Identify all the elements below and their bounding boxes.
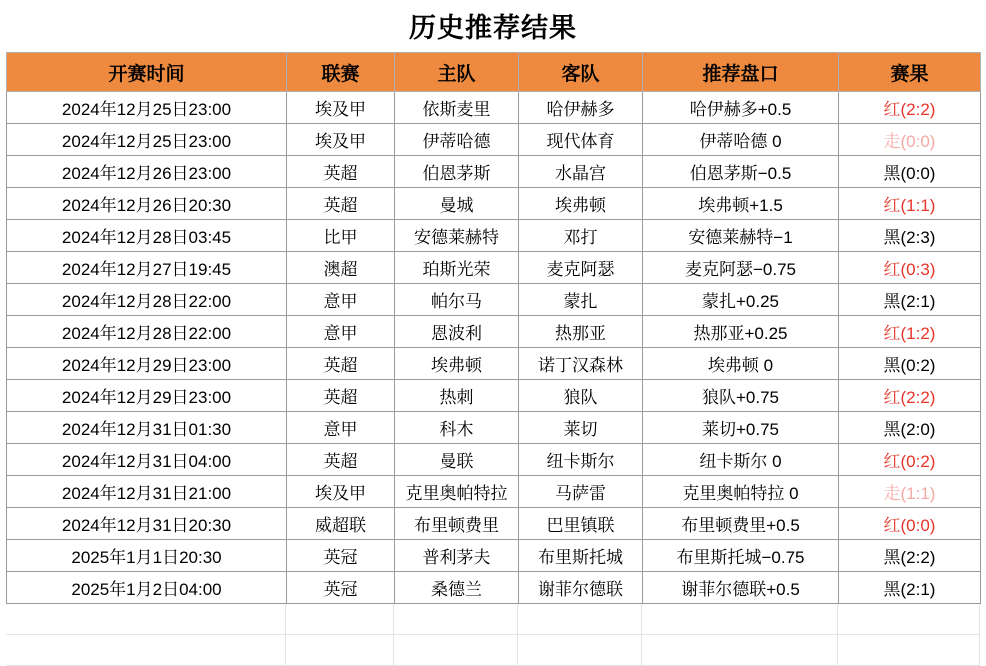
table-row	[7, 412, 981, 444]
cell-time: 2024年12月27日19:45	[7, 252, 287, 284]
page-title: 历史推荐结果	[409, 13, 577, 43]
cell-home-team: 热刺	[395, 380, 519, 412]
empty-grid-cell	[6, 604, 286, 635]
cell-result: 黑(2:3)	[839, 220, 981, 252]
cell-handicap: 布里斯托城−0.75	[643, 540, 839, 572]
cell-home-team: 曼联	[395, 444, 519, 476]
cell-league: 英超	[287, 348, 395, 380]
cell-league: 英冠	[287, 540, 395, 572]
cell-result: 黑(2:1)	[839, 572, 981, 604]
table-row	[7, 188, 981, 220]
column-header-handicap: 推荐盘口	[643, 53, 839, 92]
empty-grid-cell	[838, 635, 980, 666]
table-row	[7, 476, 981, 508]
table-row	[7, 252, 981, 284]
cell-away-team: 马萨雷	[519, 476, 643, 508]
cell-away-team: 蒙扎	[519, 284, 643, 316]
cell-home-team: 安德莱赫特	[395, 220, 519, 252]
cell-handicap: 谢菲尔德联+0.5	[643, 572, 839, 604]
cell-league: 威超联	[287, 508, 395, 540]
cell-home-team: 伊蒂哈德	[395, 124, 519, 156]
cell-away-team: 邓打	[519, 220, 643, 252]
cell-league: 埃及甲	[287, 92, 395, 124]
table-body	[7, 92, 981, 604]
cell-away-team: 狼队	[519, 380, 643, 412]
empty-grid-row	[6, 604, 980, 635]
cell-time: 2025年1月1日20:30	[7, 540, 287, 572]
column-header-time: 开赛时间	[7, 53, 287, 92]
cell-league: 英冠	[287, 572, 395, 604]
cell-time: 2024年12月28日22:00	[7, 316, 287, 348]
cell-home-team: 伯恩茅斯	[395, 156, 519, 188]
cell-handicap: 克里奥帕特拉 0	[643, 476, 839, 508]
empty-grid-area	[6, 604, 980, 666]
cell-handicap: 狼队+0.75	[643, 380, 839, 412]
cell-time: 2024年12月31日01:30	[7, 412, 287, 444]
table-row	[7, 348, 981, 380]
cell-home-team: 桑德兰	[395, 572, 519, 604]
cell-home-team: 依斯麦里	[395, 92, 519, 124]
cell-time: 2024年12月29日23:00	[7, 380, 287, 412]
cell-away-team: 布里斯托城	[519, 540, 643, 572]
column-header-result: 赛果	[839, 53, 981, 92]
cell-handicap: 麦克阿瑟−0.75	[643, 252, 839, 284]
cell-home-team: 埃弗顿	[395, 348, 519, 380]
cell-result: 红(1:1)	[839, 188, 981, 220]
cell-home-team: 克里奥帕特拉	[395, 476, 519, 508]
table-row	[7, 92, 981, 124]
cell-away-team: 纽卡斯尔	[519, 444, 643, 476]
cell-result: 黑(2:2)	[839, 540, 981, 572]
cell-result: 红(0:3)	[839, 252, 981, 284]
empty-grid-cell	[394, 635, 518, 666]
cell-time: 2024年12月31日20:30	[7, 508, 287, 540]
cell-handicap: 伊蒂哈德 0	[643, 124, 839, 156]
table-row	[7, 444, 981, 476]
cell-away-team: 谢菲尔德联	[519, 572, 643, 604]
cell-league: 埃及甲	[287, 476, 395, 508]
cell-league: 意甲	[287, 412, 395, 444]
cell-time: 2024年12月31日04:00	[7, 444, 287, 476]
cell-league: 英超	[287, 156, 395, 188]
cell-time: 2024年12月28日03:45	[7, 220, 287, 252]
column-header-league: 联赛	[287, 53, 395, 92]
cell-result: 红(0:2)	[839, 444, 981, 476]
cell-away-team: 哈伊赫多	[519, 92, 643, 124]
empty-grid-cell	[518, 604, 642, 635]
table-row	[7, 508, 981, 540]
cell-handicap: 布里顿费里+0.5	[643, 508, 839, 540]
cell-home-team: 帕尔马	[395, 284, 519, 316]
cell-league: 比甲	[287, 220, 395, 252]
table-row	[7, 380, 981, 412]
empty-grid-row	[6, 635, 980, 666]
cell-handicap: 蒙扎+0.25	[643, 284, 839, 316]
cell-league: 英超	[287, 188, 395, 220]
cell-handicap: 莱切+0.75	[643, 412, 839, 444]
cell-result: 红(2:2)	[839, 92, 981, 124]
cell-away-team: 莱切	[519, 412, 643, 444]
cell-time: 2024年12月25日23:00	[7, 92, 287, 124]
cell-league: 埃及甲	[287, 124, 395, 156]
table-row	[7, 572, 981, 604]
cell-handicap: 埃弗顿 0	[643, 348, 839, 380]
table-row	[7, 316, 981, 348]
cell-home-team: 曼城	[395, 188, 519, 220]
empty-grid-cell	[6, 635, 286, 666]
cell-away-team: 热那亚	[519, 316, 643, 348]
cell-result: 走(0:0)	[839, 124, 981, 156]
cell-time: 2024年12月26日20:30	[7, 188, 287, 220]
cell-league: 澳超	[287, 252, 395, 284]
table-row	[7, 124, 981, 156]
cell-home-team: 布里顿费里	[395, 508, 519, 540]
results-table	[6, 52, 981, 604]
cell-home-team: 珀斯光荣	[395, 252, 519, 284]
cell-time: 2024年12月28日22:00	[7, 284, 287, 316]
cell-handicap: 埃弗顿+1.5	[643, 188, 839, 220]
cell-away-team: 水晶宫	[519, 156, 643, 188]
cell-home-team: 恩波利	[395, 316, 519, 348]
cell-away-team: 埃弗顿	[519, 188, 643, 220]
cell-time: 2024年12月29日23:00	[7, 348, 287, 380]
cell-handicap: 纽卡斯尔 0	[643, 444, 839, 476]
table-row	[7, 540, 981, 572]
cell-away-team: 现代体育	[519, 124, 643, 156]
table-row	[7, 220, 981, 252]
cell-result: 黑(0:2)	[839, 348, 981, 380]
empty-grid-cell	[642, 635, 838, 666]
empty-grid-cell	[286, 604, 394, 635]
cell-result: 黑(2:1)	[839, 284, 981, 316]
empty-grid-cell	[394, 604, 518, 635]
cell-league: 意甲	[287, 284, 395, 316]
cell-league: 英超	[287, 444, 395, 476]
results-table-wrapper	[0, 52, 986, 604]
cell-result: 红(0:0)	[839, 508, 981, 540]
cell-home-team: 普利茅夫	[395, 540, 519, 572]
cell-time: 2024年12月31日21:00	[7, 476, 287, 508]
cell-handicap: 热那亚+0.25	[643, 316, 839, 348]
cell-result: 红(2:2)	[839, 380, 981, 412]
column-header-home-team: 主队	[395, 53, 519, 92]
empty-grid-cell	[642, 604, 838, 635]
cell-time: 2024年12月26日23:00	[7, 156, 287, 188]
cell-time: 2024年12月25日23:00	[7, 124, 287, 156]
cell-handicap: 安德莱赫特−1	[643, 220, 839, 252]
empty-grid-cell	[838, 604, 980, 635]
cell-league: 英超	[287, 380, 395, 412]
cell-result: 黑(2:0)	[839, 412, 981, 444]
cell-handicap: 哈伊赫多+0.5	[643, 92, 839, 124]
cell-away-team: 麦克阿瑟	[519, 252, 643, 284]
empty-grid-cell	[286, 635, 394, 666]
cell-result: 走(1:1)	[839, 476, 981, 508]
empty-grid-cell	[518, 635, 642, 666]
cell-home-team: 科木	[395, 412, 519, 444]
cell-time: 2025年1月2日04:00	[7, 572, 287, 604]
table-header	[7, 53, 981, 92]
table-row	[7, 156, 981, 188]
cell-league: 意甲	[287, 316, 395, 348]
cell-away-team: 巴里镇联	[519, 508, 643, 540]
table-header-row	[7, 53, 981, 92]
cell-handicap: 伯恩茅斯−0.5	[643, 156, 839, 188]
cell-away-team: 诺丁汉森林	[519, 348, 643, 380]
table-row	[7, 284, 981, 316]
cell-result: 红(1:2)	[839, 316, 981, 348]
column-header-away-team: 客队	[519, 53, 643, 92]
cell-result: 黑(0:0)	[839, 156, 981, 188]
